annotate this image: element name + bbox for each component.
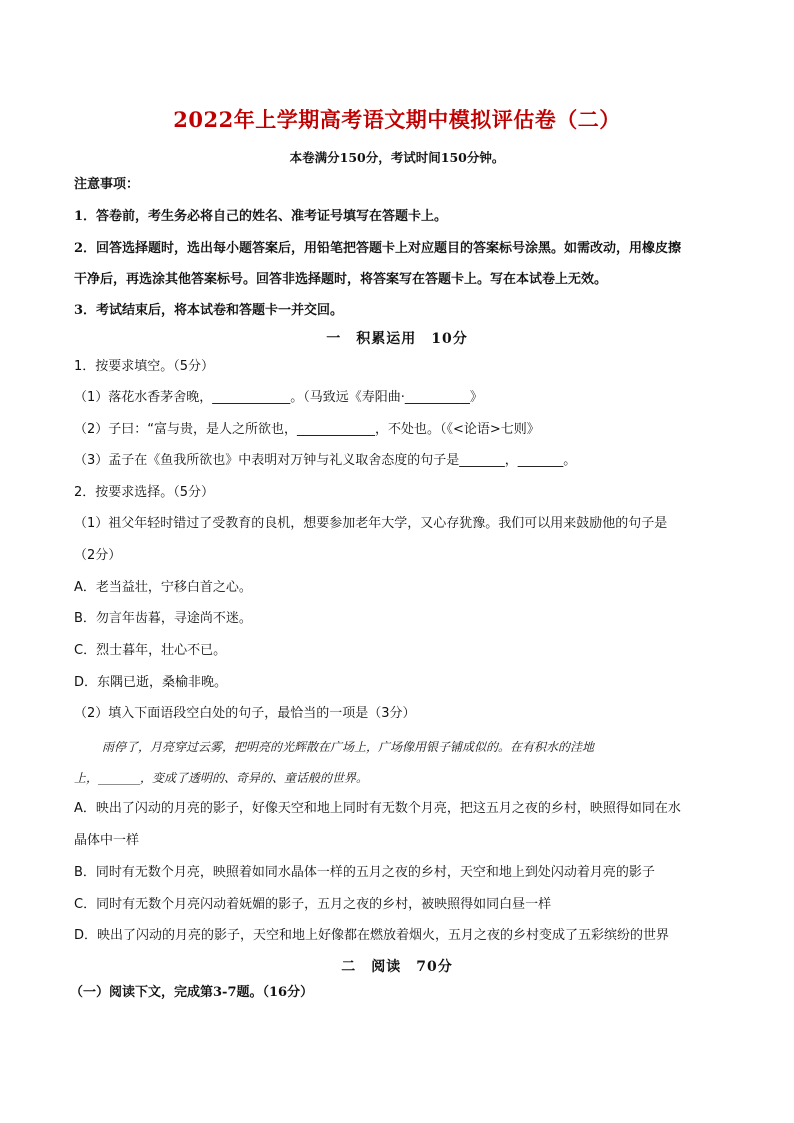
passage-line-1: 雨停了，月亮穿过云雾，把明亮的光辉散在广场上，广场像用银子铺成似的。在有积水的洼地: [102, 740, 595, 754]
q2-option-a: A．老当益壮，宁移白首之心。: [74, 580, 252, 595]
notice-item-2a: 2．回答选择题时，选出每小题答案后，用铅笔把答题卡上对应题目的答案标号涂黑。如需改动，用橡皮擦: [74, 241, 682, 256]
q1-stem: 1．按要求填空。（5分）: [74, 359, 215, 374]
notice-item-2b: 干净后，再选涂其他答案标号。回答非选择题时，将答案写在答题卡上。写在本试卷上无效。: [74, 272, 608, 287]
q2-sub2-option-d: D．映出了闪动的月亮的影子，天空和地上好像都在燃放着烟火，五月之夜的乡村变成了五彩缤纷的世界: [74, 928, 670, 943]
reading-1-heading: （一）阅读下文，完成第3-7题。（16分）: [70, 985, 314, 1000]
q2-sub2-option-a-line1: A．映出了闪动的月亮的影子，好像天空和地上同时有无数个月亮，把这五月之夜的乡村，映照得如同在水: [74, 801, 681, 816]
q2-sub1-line1: （1）祖父年轻时错过了受教育的良机，想要参加老年大学，又心存犹豫。我们可以用来鼓励他的句子是: [74, 516, 668, 531]
notice-item-1: 1．答卷前，考生务必将自己的姓名、准考证号填写在答题卡上。: [74, 209, 448, 224]
exam-info: 本卷满分150分，考试时间150分钟。: [289, 150, 505, 165]
q1-part-2: （2）子曰：“富与贵，是人之所欲也，____________，不处也。（《<论语>七则》: [74, 422, 540, 437]
page-title: 2022年上学期高考语文期中模拟评估卷（二）: [173, 107, 621, 132]
q2-stem: 2．按要求选择。（5分）: [74, 485, 215, 500]
q2-sub1-line2: （2分）: [74, 548, 122, 563]
notice-heading: 注意事项：: [74, 177, 140, 192]
q1-part-1: （1）落花水香茅舍晚，____________。（马致远《寿阳曲·__________》: [74, 390, 483, 405]
q2-option-c: C．烈士暮年，壮心不已。: [74, 643, 227, 658]
notice-item-3: 3．考试结束后，将本试卷和答题卡一并交回。: [74, 303, 344, 318]
q2-sub2-option-a-line2: 晶体中一样: [74, 833, 140, 848]
section-2-title: 二 阅读 70分: [341, 959, 453, 975]
q2-sub2-option-c: C．同时有无数个月亮闪动着妩媚的影子，五月之夜的乡村，被映照得如同白昼一样: [74, 897, 552, 912]
passage-line-2: 上，_______，变成了透明的、奇异的、童话般的世界。: [74, 771, 369, 785]
q1-part-3: （3）孟子在《鱼我所欲也》中表明对万钟与礼义取舍态度的句子是_______，_______。: [74, 453, 577, 468]
q2-option-d: D．东隅已逝，桑榆非晚。: [74, 675, 228, 690]
q2-option-b: B．勿言年齿暮，寻途尚不迷。: [74, 611, 252, 626]
section-1-title: 一 积累运用 10分: [326, 331, 468, 347]
q2-sub2-option-b: B．同时有无数个月亮，映照着如同水晶体一样的五月之夜的乡村，天空和地上到处闪动着月亮的影子: [74, 865, 655, 880]
q2-sub2-stem: （2）填入下面语段空白处的句子，最恰当的一项是（3分）: [74, 706, 416, 721]
